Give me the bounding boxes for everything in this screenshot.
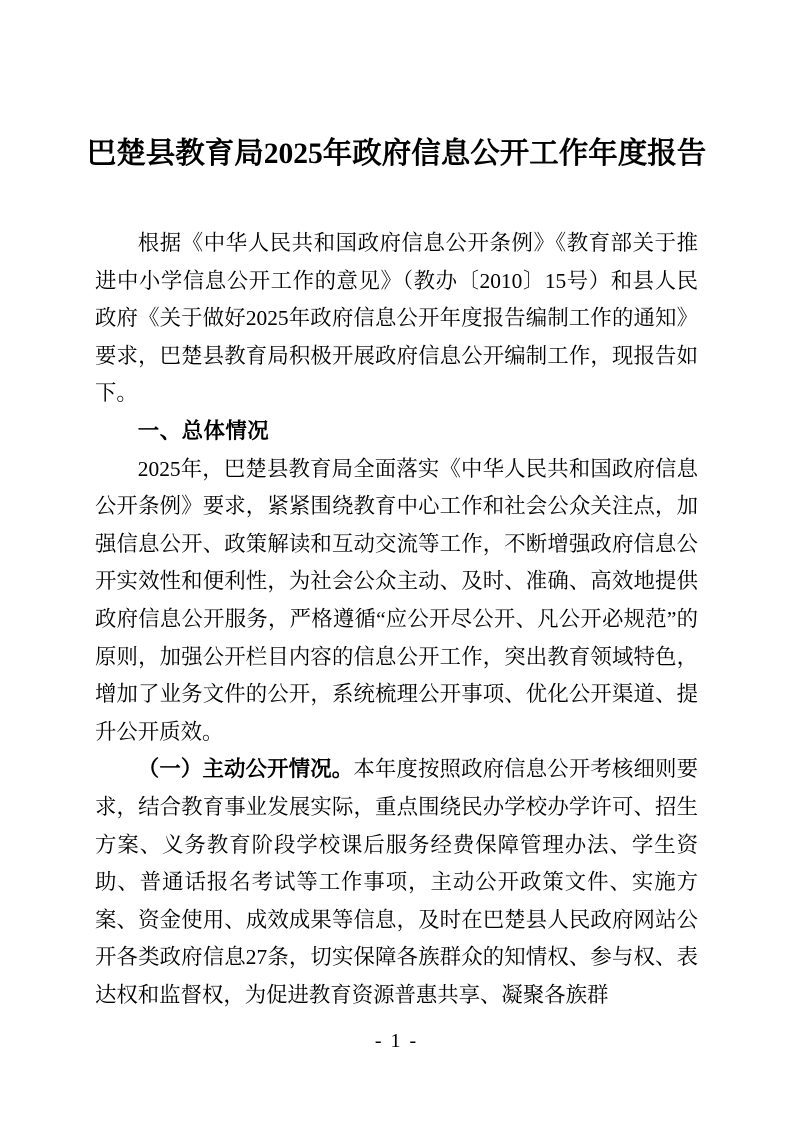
section-1-overview-paragraph: 2025年，巴楚县教育局全面落实《中华人民共和国政府信息公开条例》要求，紧紧围绕教育中心工作和社会公众关注点，加强信息公开、政策解读和互动交流等工作，不断增强政府信息公开实效性和便利性，为社会公众主动、及时、准确、高效地提供政府信息公开服务，严格遵循“应公开尽公开、凡公开必规范”的原则，加强公开栏目内容的信息公开工作，突出教育领域特色，增加了业务文件的公开，系统梳理公开事项、优化公开渠道、提升公开质效。 xyxy=(95,456,698,744)
document-title: 巴楚县教育局2025年政府信息公开工作年度报告 xyxy=(86,138,707,170)
page-footer xyxy=(0,1027,793,1055)
intro-paragraph: 根据《中华人民共和国政府信息公开条例》《教育部关于推进中小学信息公开工作的意见》（教办〔2010〕15号）和县人民政府《关于做好2025年政府信息公开年度报告编制工作的通知》要求，巴楚县教育局积极开展政府信息公开编制工作，现报告如下。 xyxy=(95,231,698,406)
subsection-1-paragraph xyxy=(95,751,698,1014)
subsection-1-lead: （一）主动公开情况。 xyxy=(137,757,354,782)
subsection-1-body-text: 本年度按照政府信息公开考核细则要求，结合教育事业发展实际，重点围绕民办学校办学许可、招生方案、义务教育阶段学校课后服务经费保障管理办法、学生资助、普通话报名考试等工作事项，主动公开政策文件、实施方案、资金使用、成效成果等信息，及时在巴楚县人民政府网站公开各类政府信息27条，切实保障各族群众的知情权、参与权、表达权和监督权，为促进教育资源普惠共享、凝聚各族群 xyxy=(95,757,698,1007)
section-1-heading: 一、总体情况 xyxy=(137,418,270,443)
page-number: - 1 - xyxy=(374,1030,419,1052)
document-body xyxy=(95,225,698,1014)
